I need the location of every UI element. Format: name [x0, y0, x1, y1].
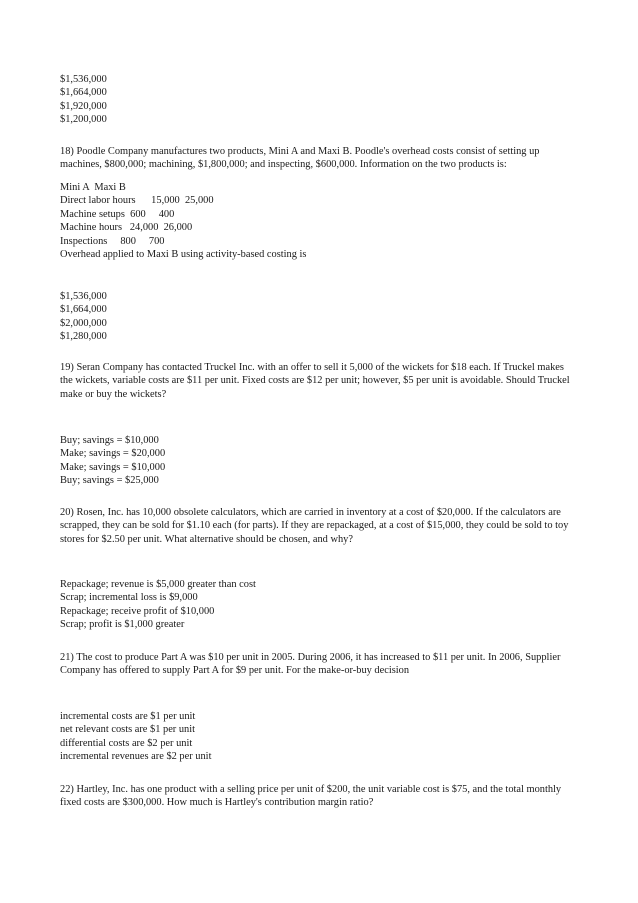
- question-line: 21) The cost to produce Part A was $10 per unit in 2005. During 2006, it has increased to $11 per unit. In 2006, Supplier: [60, 652, 561, 663]
- answer-choice: $1,920,000: [60, 100, 107, 112]
- answer-choice: net relevant costs are $1 per unit: [60, 724, 196, 736]
- answer-choice: Buy; savings = $25,000: [60, 475, 159, 487]
- question-22-text: [60, 783, 580, 810]
- question-line: the wickets, variable costs are $11 per unit. Fixed costs are $12 per unit; however, $5 per unit is avoidable. Should Truckel: [60, 375, 570, 387]
- question-19-text: [60, 361, 580, 401]
- answer-choice: $1,280,000: [60, 331, 107, 343]
- answer-choice: incremental revenues are $2 per unit: [60, 751, 212, 763]
- table-line: Mini A Maxi B: [60, 182, 126, 193]
- question-line: 22) Hartley, Inc. has one product with a selling price per unit of $200, the unit variable cost is $75, and the total monthly: [60, 784, 562, 795]
- table-line: Overhead applied to Maxi B using activity-based costing is: [60, 249, 307, 261]
- answer-list-top: [60, 73, 580, 127]
- table-line: Machine hours 24,000 26,000: [60, 222, 193, 234]
- answer-choice: Scrap; incremental loss is $9,000: [60, 592, 198, 604]
- answer-choice: differential costs are $2 per unit: [60, 737, 193, 749]
- question-line: 18) Poodle Company manufactures two products, Mini A and Maxi B. Poodle's overhead costs consist of setting up: [60, 146, 540, 157]
- table-line: Direct labor hours 15,000 25,000: [60, 195, 214, 207]
- answer-choice: $1,536,000: [60, 74, 107, 85]
- table-line: Inspections 800 700: [60, 235, 165, 247]
- answer-choice: $2,000,000: [60, 317, 107, 329]
- answer-choice: incremental costs are $1 per unit: [60, 711, 196, 722]
- question-line: 19) Seran Company has contacted Truckel Inc. with an offer to sell it 5,000 of the wickets for $18 each. If Truckel makes: [60, 362, 564, 373]
- question-line: machines, $800,000; machining, $1,800,000; and inspecting, $600,000. Information on the two products is:: [60, 159, 507, 171]
- question-20-choices: [60, 578, 580, 632]
- question-line: 20) Rosen, Inc. has 10,000 obsolete calculators, which are carried in inventory at a cost of $20,000. If the calculators are: [60, 507, 561, 518]
- answer-choice: $1,664,000: [60, 87, 107, 99]
- answer-choice: Repackage; revenue is $5,000 greater than cost: [60, 579, 256, 590]
- question-18-text: [60, 145, 580, 172]
- answer-choice: $1,664,000: [60, 304, 107, 316]
- table-line: Machine setups 600 400: [60, 208, 175, 220]
- answer-choice: $1,200,000: [60, 114, 107, 126]
- answer-choice: $1,536,000: [60, 291, 107, 302]
- answer-choice: Buy; savings = $10,000: [60, 435, 159, 446]
- question-20-text: [60, 506, 580, 546]
- answer-choice: Make; savings = $10,000: [60, 461, 166, 473]
- question-line: scrapped, they can be sold for $1.10 each (for parts). If they are repackaged, at a cost of $15,000, they could be sold to toy: [60, 520, 569, 532]
- question-18-table: [60, 181, 580, 261]
- question-line: Company has offered to supply Part A for $9 per unit. For the make-or-buy decision: [60, 665, 410, 677]
- question-21-text: [60, 651, 580, 678]
- question-18-choices: [60, 290, 580, 344]
- answer-choice: Make; savings = $20,000: [60, 448, 166, 460]
- question-line: make or buy the wickets?: [60, 388, 167, 400]
- question-line: stores for $2.50 per unit. What alternative should be chosen, and why?: [60, 533, 353, 545]
- answer-choice: Scrap; profit is $1,000 greater: [60, 619, 185, 631]
- answer-choice: Repackage; receive profit of $10,000: [60, 605, 215, 617]
- question-21-choices: [60, 710, 580, 764]
- question-line: fixed costs are $300,000. How much is Hartley's contribution margin ratio?: [60, 797, 374, 809]
- question-19-choices: [60, 434, 580, 488]
